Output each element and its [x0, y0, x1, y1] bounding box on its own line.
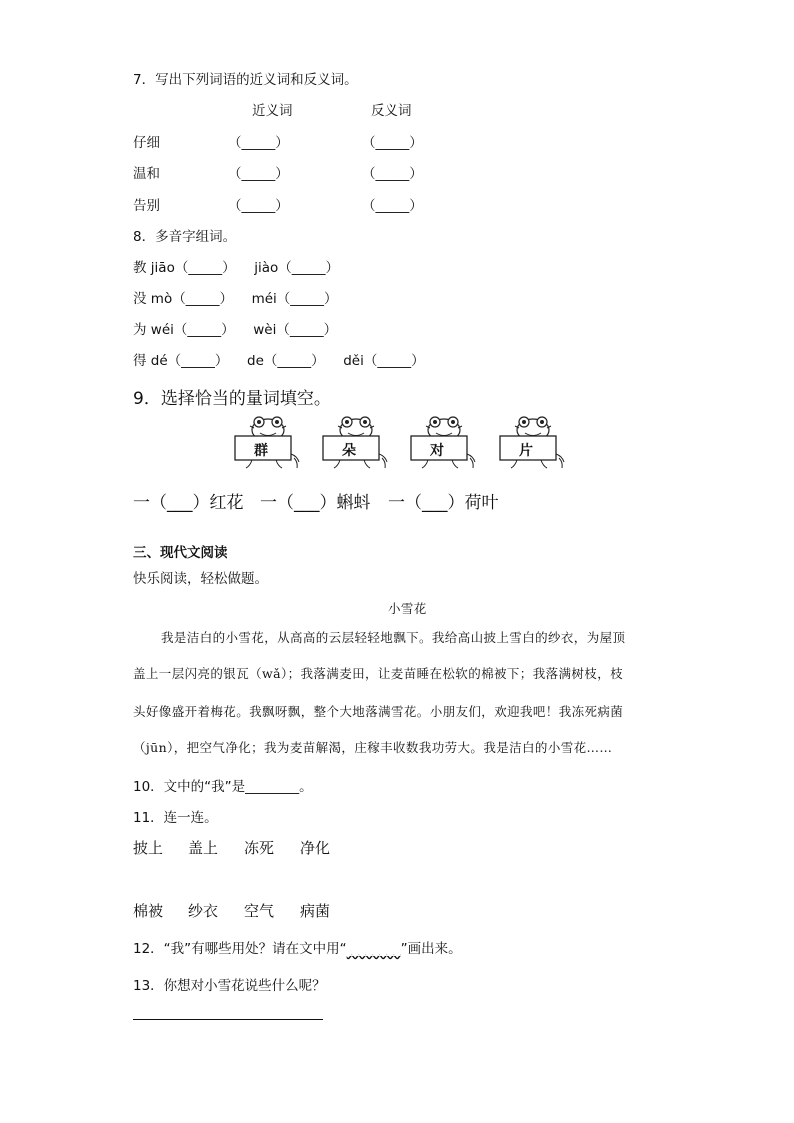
- q11-title: 11．连一连。: [133, 810, 218, 826]
- q8-reading-blank[interactable]: jiāo（_____）: [150, 260, 236, 276]
- frog-sign: [408, 414, 480, 474]
- match-item-bottom[interactable]: 纱衣: [188, 902, 219, 920]
- q8-reading-blank[interactable]: dé（_____）: [150, 353, 229, 369]
- match-item-top[interactable]: 冻死: [244, 839, 275, 857]
- q7-antonym-blank[interactable]: （_____）: [362, 135, 423, 151]
- answer-line[interactable]: [133, 1019, 323, 1020]
- q8-reading-blank[interactable]: méi（_____）: [251, 291, 338, 307]
- q9-title: 9．选择恰当的量词填空。: [133, 389, 331, 409]
- q12-text-after: ”画出来。: [400, 941, 462, 957]
- q8-reading-blank[interactable]: děi（_____）: [343, 353, 425, 369]
- q8-reading-blank[interactable]: mò（_____）: [150, 291, 233, 307]
- passage-line: 我是洁白的小雪花，从高高的云层轻轻地飘下。我给高山披上雪白的纱衣，为屋顶: [161, 630, 626, 645]
- match-item-bottom[interactable]: 空气: [244, 902, 275, 920]
- q7-antonym-blank[interactable]: （_____）: [362, 166, 423, 182]
- frog-sign: [497, 414, 569, 474]
- measure-word-sign: 对: [430, 443, 444, 459]
- frog-sign: [320, 414, 392, 474]
- wavy-underline-mark: ________: [346, 941, 401, 957]
- passage-line: 盖上一层闪亮的银瓦（wǎ）；我落满麦田，让麦苗睡在松软的棉被下；我落满树枝，枝: [133, 666, 624, 681]
- q8-reading-blank[interactable]: de（_____）: [247, 353, 325, 369]
- q7-title: 7．写出下列词语的近义词和反义词。: [133, 72, 358, 88]
- passage-title: 小雪花: [388, 601, 427, 616]
- q7-word: 仔细: [133, 135, 160, 151]
- q8-reading-blank[interactable]: wèi（_____）: [253, 322, 338, 338]
- section-instruction: 快乐阅读，轻松做题。: [133, 571, 268, 587]
- q7-synonym-blank[interactable]: （_____）: [228, 198, 289, 214]
- q7-antonym-header: 反义词: [371, 103, 412, 119]
- q8-char: 为: [133, 322, 147, 338]
- q8-reading-blank[interactable]: jiào（_____）: [254, 260, 339, 276]
- q7-synonym-blank[interactable]: （_____）: [228, 166, 289, 182]
- section-heading: 三、现代文阅读: [133, 545, 228, 561]
- match-item-bottom[interactable]: 棉被: [133, 902, 164, 920]
- q12-text-before: 12．“我”有哪些用处？请在文中用“: [133, 941, 347, 957]
- q9-fill-blank[interactable]: 一（___）荷叶: [388, 493, 499, 513]
- q8-row: [133, 256, 339, 276]
- q7-synonym-blank[interactable]: （_____）: [228, 135, 289, 151]
- frog-sign: [232, 414, 304, 474]
- match-item-top[interactable]: 披上: [133, 839, 164, 857]
- match-item-top[interactable]: 净化: [300, 839, 331, 857]
- q8-char: 没: [133, 291, 147, 307]
- passage-line: 头好像盛开着梅花。我飘呀飘，整个大地落满雪花。小朋友们，欢迎我吧！我冻死病菌: [133, 704, 624, 719]
- q8-row: [133, 349, 425, 369]
- q7-word: 温和: [133, 166, 160, 182]
- q7-word: 告别: [133, 198, 160, 214]
- match-item-bottom[interactable]: 病菌: [300, 902, 331, 920]
- q8-char: 得: [133, 353, 147, 369]
- measure-word-sign: 朵: [342, 443, 356, 459]
- q13-question: 13．你想对小雪花说些什么呢？: [133, 978, 326, 994]
- q8-row: [133, 287, 338, 307]
- match-item-top[interactable]: 盖上: [188, 839, 219, 857]
- q9-fill-blank[interactable]: 一（___）蝌蚪: [260, 493, 371, 513]
- q7-synonym-header: 近义词: [252, 103, 293, 119]
- q8-char: 教: [133, 260, 147, 276]
- q8-reading-blank[interactable]: wéi（_____）: [150, 322, 235, 338]
- q9-fill-blank[interactable]: 一（___）红花: [133, 493, 244, 513]
- q10-question[interactable]: 10．文中的“我”是________。: [133, 779, 313, 795]
- q7-antonym-blank[interactable]: （_____）: [362, 198, 423, 214]
- q12-question: [133, 937, 462, 957]
- q8-title: 8．多音字组词。: [133, 229, 237, 245]
- passage-line: （jūn），把空气净化；我为麦苗解渴，庄稼丰收数我功劳大。我是洁白的小雪花……: [133, 740, 613, 755]
- measure-word-sign: 片: [519, 443, 533, 459]
- measure-word-sign: 群: [254, 443, 268, 459]
- q8-row: [133, 318, 337, 338]
